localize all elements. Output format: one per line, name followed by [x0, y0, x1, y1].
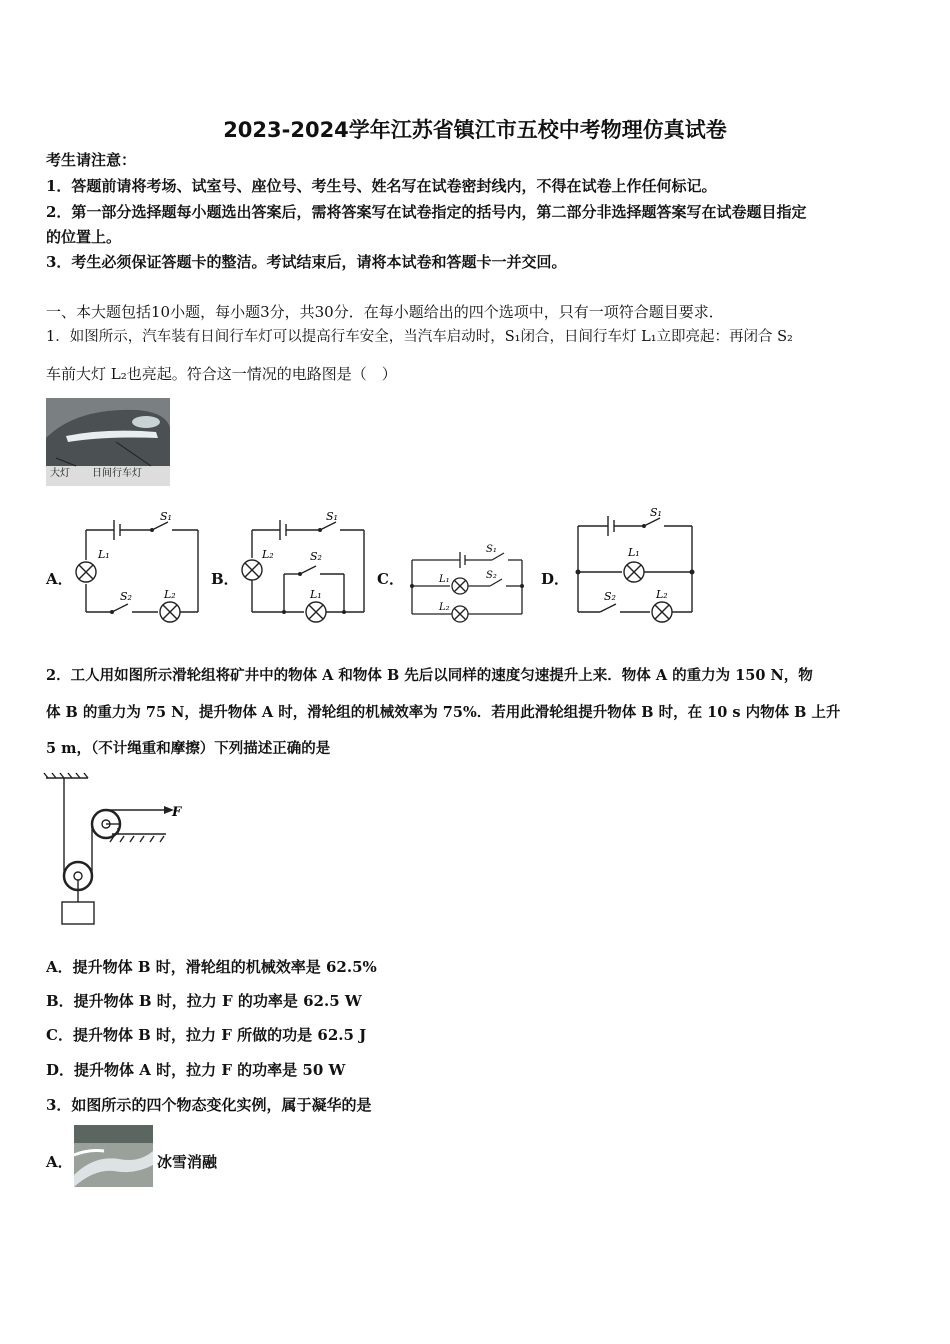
question-2-stem: 体 B 的重力为 75 N，提升物体 A 时，滑轮组的机械效率为 75%．若用此滑轮组提升物体 B 时，在 10 s 内物体 B 上升: [46, 704, 841, 721]
circuit-c-diagram: [406, 538, 534, 630]
page-title: 2023-2024学年江苏省镇江市五校中考物理仿真试卷: [223, 118, 727, 142]
question-2-option-b: B．提升物体 B 时，拉力 F 的功率是 62.5 W: [46, 992, 362, 1010]
label-l2: L₂: [164, 588, 176, 601]
label-l2: L₂: [656, 588, 668, 601]
option-d-label: D．: [541, 570, 570, 588]
circuit-d-diagram: [570, 504, 702, 630]
option-b-label: B．: [211, 570, 239, 588]
question-3-stem: 3．如图所示的四个物态变化实例，属于凝华的是: [46, 1096, 372, 1114]
notice-item: 1．答题前请将考场、试室号、座位号、考生号、姓名写在试卷密封线内，不得在试卷上作任何标记。: [46, 177, 717, 195]
question-2-option-d: D．提升物体 A 时，拉力 F 的功率是 50 W: [46, 1061, 346, 1079]
label-s1: S₁: [160, 510, 172, 523]
question-3-option-a-label: A．: [46, 1153, 73, 1171]
label-l1: L₁: [98, 548, 110, 561]
melting-snow-image: [74, 1125, 153, 1187]
label-l1: L₁: [439, 574, 450, 585]
notice-heading: 考生请注意：: [46, 151, 137, 169]
notice-item: 2．第一部分选择题每小题选出答案后，需将答案写在试卷指定的括号内，第二部分非选择题答案写在试卷题目指定: [46, 203, 807, 221]
photo-caption: 大灯: [50, 468, 70, 479]
label-l2: L₂: [262, 548, 274, 561]
question-1-stem: 1．如图所示，汽车装有日间行车灯可以提高行车安全，当汽车启动时，S₁闭合，日间行车灯 L₁立即亮起：再闭合 S₂: [46, 329, 793, 345]
circuit-a-diagram: [72, 508, 206, 630]
label-s2: S₂: [604, 590, 616, 603]
label-s1: S₁: [326, 510, 338, 523]
label-s2: S₂: [120, 590, 132, 603]
photo-caption: 日间行车灯: [92, 468, 142, 479]
question-3-option-a-text: 冰雪消融: [157, 1153, 218, 1171]
force-label: F: [172, 805, 182, 820]
question-2-option-a: A．提升物体 B 时，滑轮组的机械效率是 62.5%: [46, 958, 377, 976]
label-s1: S₁: [650, 506, 662, 519]
question-2-option-c: C．提升物体 B 时，拉力 F 所做的功是 62.5 J: [46, 1026, 367, 1044]
option-a-label: A．: [46, 570, 73, 588]
melting-snow-photo: [74, 1125, 153, 1187]
question-2-stem: 5 m，（不计绳重和摩擦）下列描述正确的是: [46, 740, 331, 757]
label-s2: S₂: [486, 570, 497, 581]
car-lights-photo: [46, 398, 170, 486]
label-l1: L₁: [310, 588, 322, 601]
circuit-b-diagram: [240, 508, 374, 630]
question-1-stem: 车前大灯 L₂也亮起。符合这一情况的电路图是（ ）: [46, 365, 397, 383]
label-l2: L₂: [439, 602, 450, 613]
question-2-stem: 2．工人用如图所示滑轮组将矿井中的物体 A 和物体 B 先后以同样的速度匀速提升上来．物体 A 的重力为 150 N，物: [46, 667, 813, 684]
option-c-label: C．: [377, 570, 404, 588]
notice-item: 的位置上。: [46, 228, 122, 246]
label-s1: S₁: [486, 544, 497, 555]
label-s2: S₂: [310, 550, 322, 563]
section-heading: 一、本大题包括10小题，每小题3分，共30分．在每小题给出的四个选项中，只有一项符合题目要求．: [46, 303, 724, 321]
pulley-system-diagram: [44, 770, 194, 935]
notice-item: 3．考生必须保证答题卡的整洁。考试结束后，请将本试卷和答题卡一并交回。: [46, 253, 567, 271]
label-l1: L₁: [628, 546, 640, 559]
